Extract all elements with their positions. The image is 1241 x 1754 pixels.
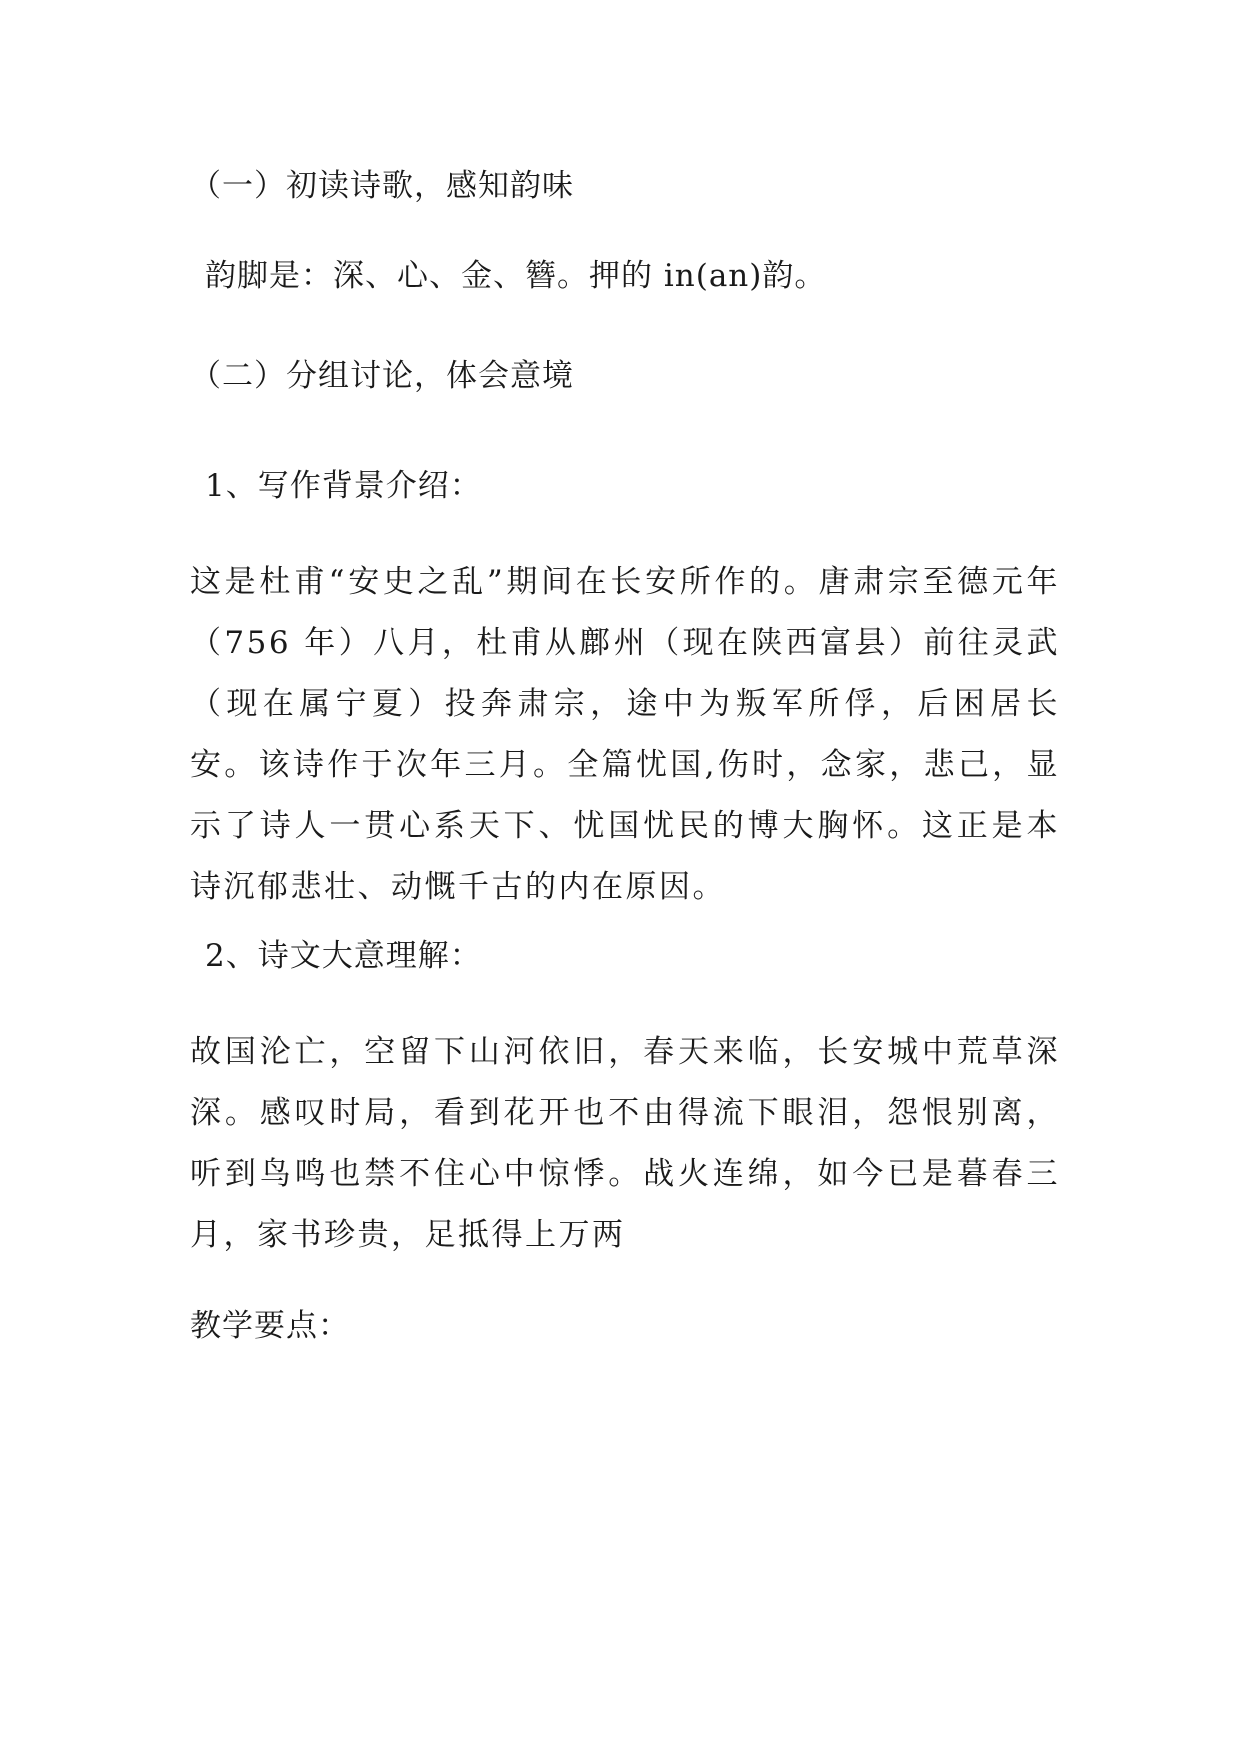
section-1-title: 1、写作背景介绍： (205, 468, 482, 504)
section-1-body: 这是杜甫“安史之乱”期间在长安所作的。唐肃宗至德元年（756 年）八月，杜甫从鄜州（现在陕西富县）前往灵武（现在属宁夏）投奔肃宗，途中为叛军所俘，后困居长安。该诗作于次年三月。全篇忧国,伤时，念家，悲己，显示了诗人一贯心系天下、忧国忧民的博大胸怀。这正是本诗沉郁悲壮、动慨千古的内在原因。 (190, 564, 1060, 905)
rhyme-line: 韵脚是：深、心、金、簪。押的 in(an)韵。 (205, 258, 827, 294)
heading-initial-reading: （一）初读诗歌，感知韵味 (190, 168, 574, 204)
teaching-points-heading: 教学要点： (190, 1308, 350, 1344)
section-2-title: 2、诗文大意理解： (205, 938, 482, 974)
heading-group-discussion: （二）分组讨论，体会意境 (190, 358, 574, 394)
section-2-body: 故国沦亡，空留下山河依旧，春天来临，长安城中荒草深深。感叹时局，看到花开也不由得流下眼泪，怨恨别离，听到鸟鸣也禁不住心中惊悸。战火连绵，如今已是暮春三月，家书珍贵，足抵得上万两 (190, 1034, 1060, 1253)
